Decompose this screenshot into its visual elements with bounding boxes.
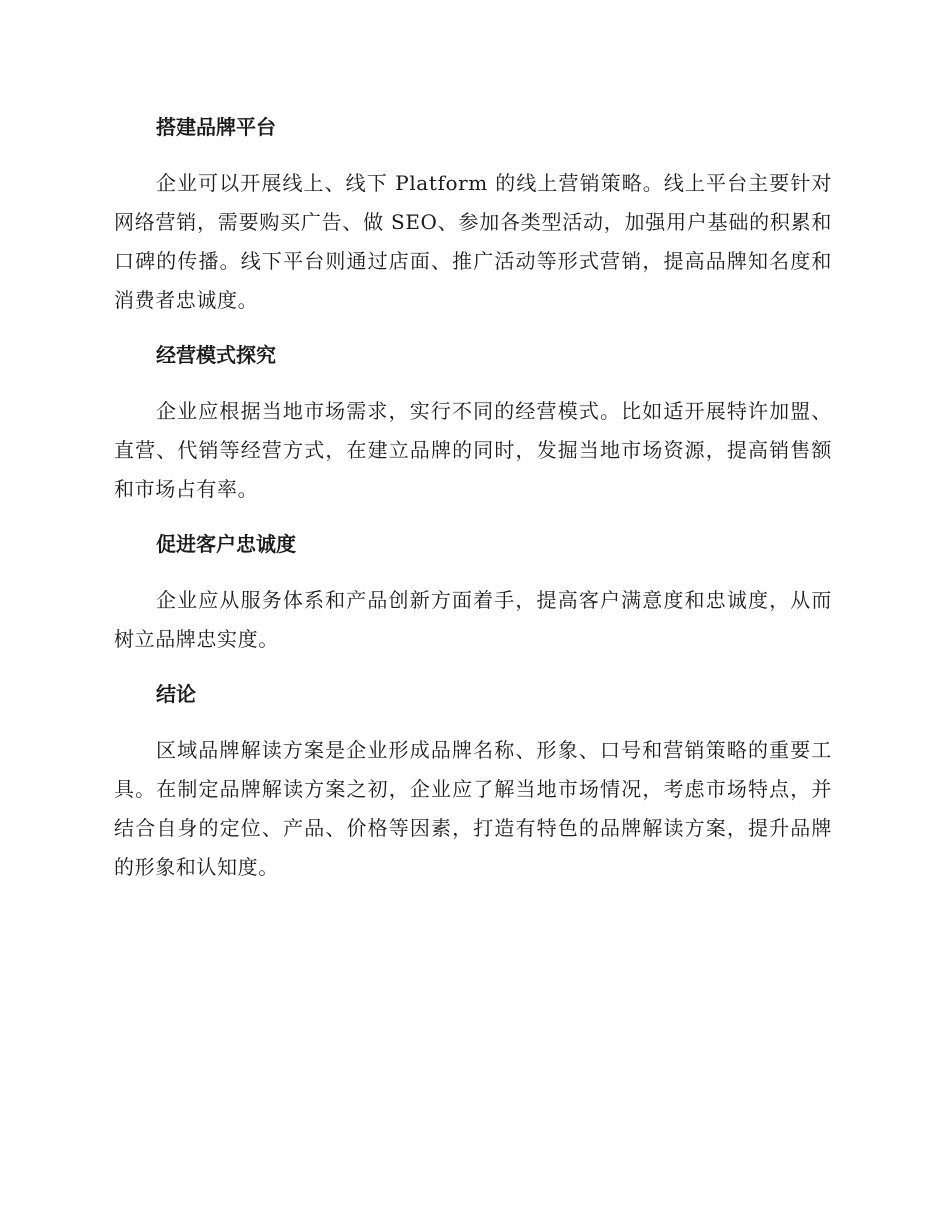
section-platform bbox=[114, 108, 832, 320]
section-conclusion bbox=[114, 675, 832, 887]
section-business-model bbox=[114, 336, 832, 509]
section-paragraph: 企业应从服务体系和产品创新方面着手，提高客户满意度和忠诚度，从而树立品牌忠实度。 bbox=[114, 588, 832, 651]
section-paragraph: 区域品牌解读方案是企业形成品牌名称、形象、口号和营销策略的重要工具。在制定品牌解读方案之初，企业应了解当地市场情况，考虑市场特点，并结合自身的定位、产品、价格等因素，打造有特色的品牌解读方案，提升品牌的形象和认知度。 bbox=[114, 738, 832, 879]
section-heading: 搭建品牌平台 bbox=[156, 115, 276, 139]
section-heading: 结论 bbox=[156, 682, 196, 706]
section-paragraph: 企业应根据当地市场需求，实行不同的经营模式。比如适开展特许加盟、直营、代销等经营方式，在建立品牌的同时，发掘当地市场资源，提高销售额和市场占有率。 bbox=[114, 399, 832, 501]
section-customer-loyalty bbox=[114, 525, 832, 659]
section-heading: 经营模式探究 bbox=[156, 343, 276, 367]
document-page bbox=[114, 108, 832, 903]
section-heading: 促进客户忠诚度 bbox=[156, 532, 296, 556]
section-paragraph: 企业可以开展线上、线下 Platform 的线上营销策略。线上平台主要针对网络营销，需要购买广告、做 SEO、参加各类型活动，加强用户基础的积累和口碑的传播。线下平台则通过店面、推广活动等形式营销，提高品牌知名度和消费者忠诚度。 bbox=[114, 171, 832, 312]
